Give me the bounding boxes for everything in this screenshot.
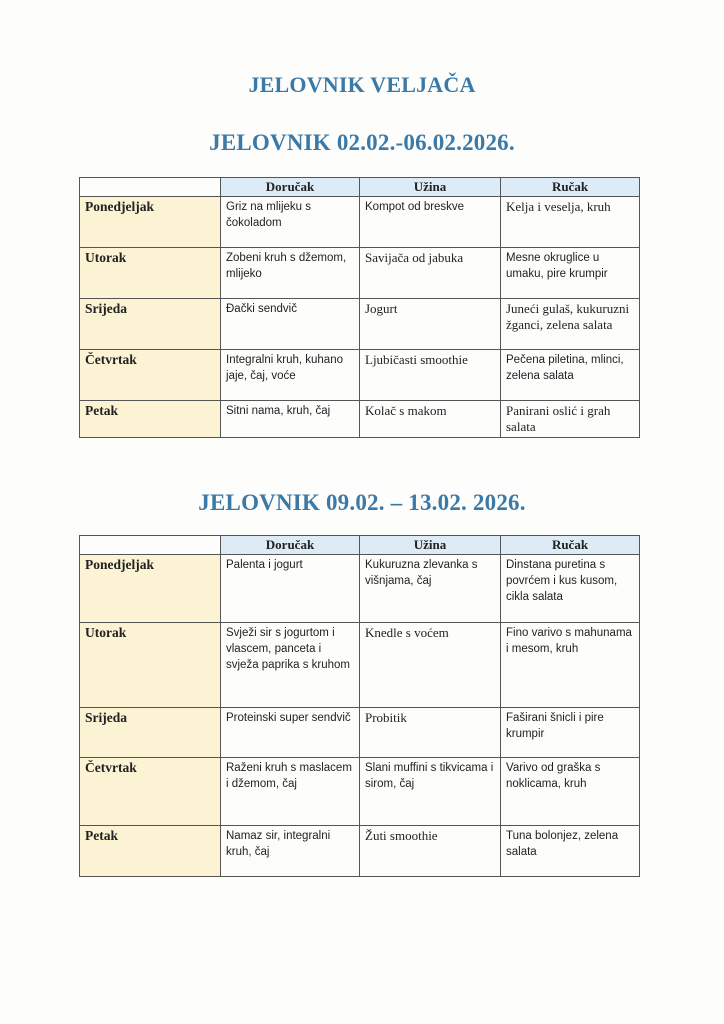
header-lunch: Ručak	[501, 536, 640, 555]
header-snack: Užina	[360, 178, 501, 197]
lunch-cell: Mesne okruglice u umaku, pire krumpir	[501, 248, 640, 299]
page-title: JELOVNIK VELJAČA	[248, 72, 476, 97]
week2-title: JELOVNIK 09.02. – 13.02. 2026.	[198, 490, 526, 515]
day-cell: Utorak	[80, 623, 221, 708]
snack-cell: Kolač s makom	[360, 401, 501, 438]
breakfast-cell: Griz na mlijeku s čokoladom	[221, 197, 360, 248]
snack-cell: Žuti smoothie	[360, 826, 501, 877]
day-cell: Srijeda	[80, 299, 221, 350]
header-corner	[80, 178, 221, 197]
table-row	[80, 197, 640, 248]
week1-menu-table	[79, 177, 640, 438]
breakfast-cell: Zobeni kruh s džemom, mlijeko	[221, 248, 360, 299]
table-row	[80, 708, 640, 758]
day-cell: Četvrtak	[80, 350, 221, 401]
breakfast-cell: Svježi sir s jogurtom i vlascem, panceta i svježa paprika s kruhom	[221, 623, 360, 708]
breakfast-cell: Namaz sir, integralni kruh, čaj	[221, 826, 360, 877]
breakfast-cell: Proteinski super sendvič	[221, 708, 360, 758]
snack-cell: Ljubičasti smoothie	[360, 350, 501, 401]
table-header-row	[80, 536, 640, 555]
header-lunch: Ručak	[501, 178, 640, 197]
table-row	[80, 350, 640, 401]
lunch-cell: Panirani oslić i grah salata	[501, 401, 640, 438]
table-row	[80, 555, 640, 623]
day-cell: Četvrtak	[80, 758, 221, 826]
table-header-row	[80, 178, 640, 197]
table-row	[80, 299, 640, 350]
table-row	[80, 248, 640, 299]
day-cell: Petak	[80, 826, 221, 877]
table-row	[80, 826, 640, 877]
snack-cell: Slani muffini s tikvicama i sirom, čaj	[360, 758, 501, 826]
day-cell: Utorak	[80, 248, 221, 299]
header-breakfast: Doručak	[221, 178, 360, 197]
week2-menu-table	[79, 535, 640, 877]
day-cell: Petak	[80, 401, 221, 438]
lunch-cell: Tuna bolonjez, zelena salata	[501, 826, 640, 877]
table-row	[80, 401, 640, 438]
snack-cell: Kukuruzna zlevanka s višnjama, čaj	[360, 555, 501, 623]
snack-cell: Kompot od breskve	[360, 197, 501, 248]
breakfast-cell: Raženi kruh s maslacem i džemom, čaj	[221, 758, 360, 826]
lunch-cell: Dinstana puretina s povrćem i kus kusom, cikla salata	[501, 555, 640, 623]
snack-cell: Probitik	[360, 708, 501, 758]
lunch-cell: Faširani šnicli i pire krumpir	[501, 708, 640, 758]
lunch-cell: Fino varivo s mahunama i mesom, kruh	[501, 623, 640, 708]
snack-cell: Knedle s voćem	[360, 623, 501, 708]
breakfast-cell: Đački sendvič	[221, 299, 360, 350]
lunch-cell: Varivo od graška s noklicama, kruh	[501, 758, 640, 826]
snack-cell: Savijača od jabuka	[360, 248, 501, 299]
header-snack: Užina	[360, 536, 501, 555]
breakfast-cell: Palenta i jogurt	[221, 555, 360, 623]
lunch-cell: Pečena piletina, mlinci, zelena salata	[501, 350, 640, 401]
header-breakfast: Doručak	[221, 536, 360, 555]
breakfast-cell: Sitni nama, kruh, čaj	[221, 401, 360, 438]
day-cell: Ponedjeljak	[80, 197, 221, 248]
day-cell: Srijeda	[80, 708, 221, 758]
header-corner	[80, 536, 221, 555]
breakfast-cell: Integralni kruh, kuhano jaje, čaj, voće	[221, 350, 360, 401]
lunch-cell: Juneći gulaš, kukuruzni žganci, zelena salata	[501, 299, 640, 350]
table-row	[80, 623, 640, 708]
week1-title: JELOVNIK 02.02.-06.02.2026.	[209, 130, 515, 155]
table-row	[80, 758, 640, 826]
snack-cell: Jogurt	[360, 299, 501, 350]
day-cell: Ponedjeljak	[80, 555, 221, 623]
lunch-cell: Kelja i veselja, kruh	[501, 197, 640, 248]
